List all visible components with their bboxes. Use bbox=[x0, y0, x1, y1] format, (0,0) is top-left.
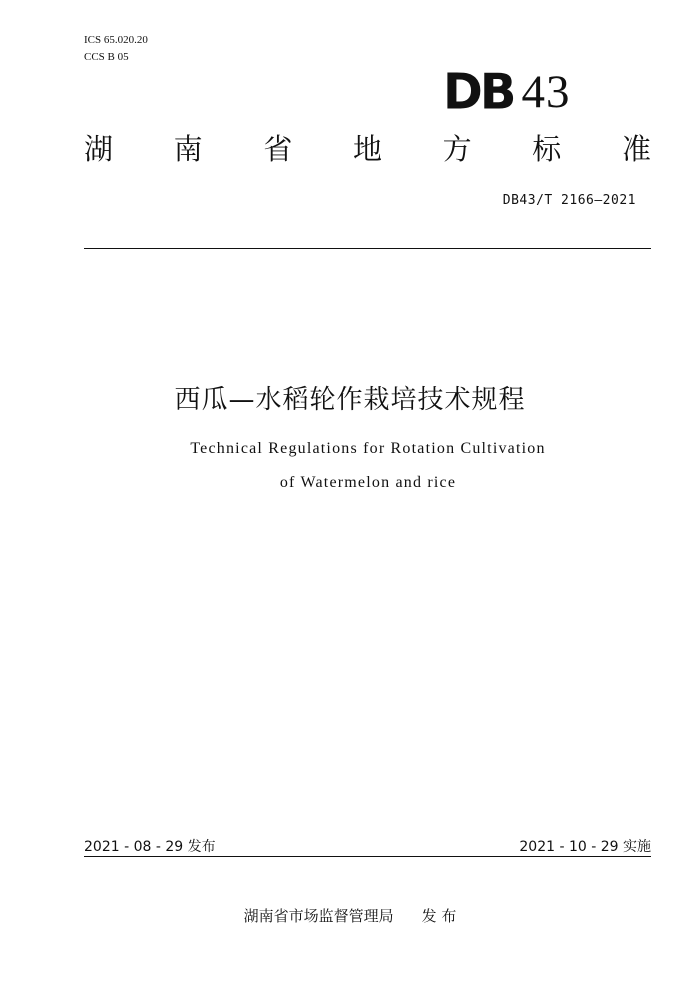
publisher-line bbox=[0, 905, 700, 926]
logo-number: 43 bbox=[521, 66, 571, 118]
standard-type-char: 方 bbox=[442, 132, 472, 166]
publisher-name: 湖南省市场监督管理局 bbox=[243, 907, 394, 925]
implementation-date: 2021 - 10 - 29 实施 bbox=[519, 839, 651, 855]
standard-type-char: 南 bbox=[173, 132, 203, 166]
db-logo bbox=[443, 60, 571, 121]
title-english-line1: Technical Regulations for Rotation Cultivation bbox=[190, 440, 546, 457]
logo-mark: DB bbox=[443, 63, 514, 121]
classification-codes bbox=[84, 32, 148, 66]
standard-type-heading bbox=[84, 132, 651, 166]
standard-number: DB43/T 2166—2021 bbox=[502, 193, 636, 208]
standard-type-char: 标 bbox=[532, 132, 562, 166]
issue-date: 2021 - 08 - 29 发布 bbox=[84, 839, 216, 855]
title-chinese: 西瓜—水稻轮作栽培技术规程 bbox=[174, 385, 526, 415]
footer-divider bbox=[84, 856, 651, 857]
standard-type-char: 省 bbox=[263, 132, 293, 166]
ccs-code: CCS B 05 bbox=[84, 51, 129, 63]
ics-code: ICS 65.020.20 bbox=[84, 34, 148, 46]
header-divider bbox=[84, 248, 651, 249]
title-english-line2: of Watermelon and rice bbox=[279, 474, 457, 491]
standard-type-char: 湖 bbox=[84, 132, 114, 166]
standard-type-char: 地 bbox=[352, 132, 382, 166]
standard-type-char: 准 bbox=[621, 132, 651, 166]
publish-action: 发 布 bbox=[421, 907, 457, 925]
